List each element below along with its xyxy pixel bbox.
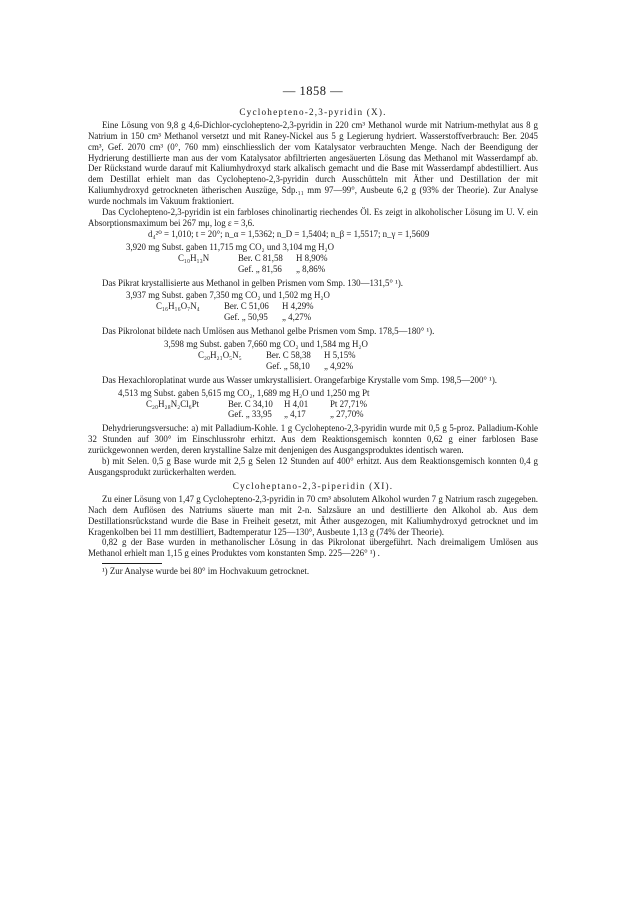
analysis-gef-row [266, 361, 538, 372]
analysis-block-pikrolonat [88, 339, 538, 372]
molecular-formula: C₁₀H₁₃N [178, 252, 210, 263]
paragraph-dehydrierung-a: Dehydrierungsversuche: a) mit Palladium-Kohle. 1 g Cyclohepteno-2,3-pyridin wurde mit 0,5 g 5-proz. Palladium-Kohle 32 Stunden auf 300° im Einschlussrohr erhitzt. Aus dem Reaktionsgemisch konnten 0,62 g einer farblosen Base zurückgewonnen werden, deren krystalline Salze mit denjenigen des Ausgangsproduktes identisch waren. [88, 423, 538, 456]
gef-carbon: Gef. „ 58,10 [266, 360, 310, 371]
paragraph-reduction: Zu einer Lösung von 1,47 g Cyclohepteno-2,3-pyridin in 70 cm³ absolutem Alkohol wurden 7 g Natrium rasch zugegeben. Nach dem Auflösen des Natriums säuerte man mit 2-n. Salzsäure an und destillierte den Alkohol ab. Aus dem Destillationsrückstand wurde die Base in Freiheit gesetzt, mit Äther ausgezogen, mit Kaliumhydroxyd getrocknet und im Kragenkolben bei 11 mm destilliert, Badtemperatur 125—130°, Ausbeute 1,13 g (74% der Theorie). [88, 493, 538, 537]
paragraph-properties: Das Cyclohepteno-2,3-pyridin ist ein farbloses chinolinartig riechendes Öl. Es zeigt in alkoholischer Lösung im U. V. ein Absorptionsmaximum bei 267 mμ, log ε = 3,6. [88, 207, 538, 228]
ber-carbon: Ber. C 51,06 [224, 301, 269, 312]
analysis-substance-line: 4,513 mg Subst. gaben 5,615 mg CO₂, 1,689 mg H₂O und 1,250 mg Pt [118, 387, 370, 398]
footnote: ¹) Zur Analyse wurde bei 80° im Hochvakuum getrocknet. [102, 566, 310, 577]
gef-hydrogen: „ 4,17 [284, 409, 306, 420]
analysis-ber-row [156, 301, 538, 312]
paper-page [88, 86, 538, 577]
ber-platinum: Pt 27,71% [330, 398, 367, 409]
footnote-rule [102, 563, 162, 564]
analysis-block-pikrat [88, 290, 538, 323]
analysis-gef-row [228, 409, 538, 420]
ber-carbon: Ber. C 81,58 [238, 252, 283, 263]
analysis-block-base [88, 242, 538, 275]
molecular-formula: C₂₀H₂₁O₅N₅ [198, 349, 242, 360]
ber-hydrogen: H 4,01 [284, 398, 309, 409]
gef-carbon: Gef. „ 81,56 [238, 263, 282, 274]
ber-carbon: Ber. C 58,38 [266, 349, 311, 360]
analysis-ber-row [198, 350, 538, 361]
analysis-gef-row [224, 312, 538, 323]
ber-hydrogen: H 4,29% [282, 301, 314, 312]
analysis-ber-row [178, 253, 538, 264]
analysis-gef-row [238, 264, 538, 275]
molecular-formula: C₁₆H₁₆O₇N₄ [156, 301, 200, 312]
ber-hydrogen: H 8,90% [296, 252, 328, 263]
page-number: — 1858 — [282, 84, 344, 98]
analysis-ber-row [146, 399, 538, 410]
ber-carbon: Ber. C 34,10 [228, 398, 273, 409]
gef-hydrogen: „ 8,86% [296, 263, 326, 274]
analysis-block-hexachloroplatinat [88, 388, 538, 421]
gef-hydrogen: „ 4,92% [324, 360, 354, 371]
paragraph-pikrat: Das Pikrat krystallisierte aus Methanol in gelben Prismen vom Smp. 130—131,5° ¹). [102, 277, 404, 288]
gef-hydrogen: „ 4,27% [282, 312, 312, 323]
section-heading-cycloheptano-piperidin: Cycloheptano-2,3-piperidin (XI). [232, 480, 394, 491]
ber-hydrogen: H 5,15% [324, 349, 356, 360]
paragraph-pikrolonat-2: 0,82 g der Base wurden in methanolischer Lösung in das Pikrolonat übergeführt. Nach dreimaligem Umlösen aus Methanol erhielt man 1,15 g eines Produktes vom konstanten Smp. 225—226° ¹) . [88, 537, 538, 559]
gef-carbon: Gef. „ 33,95 [228, 409, 272, 420]
analysis-substance-line: 3,937 mg Subst. gaben 7,350 mg CO₂ und 1,502 mg H₂O [126, 290, 330, 301]
physical-constants: d₄²⁰ = 1,010; t = 20°; n_α = 1,5362; n_D = 1,5404; n_β = 1,5517; n_γ = 1,5609 [148, 228, 430, 239]
analysis-substance-line: 3,598 mg Subst. gaben 7,660 mg CO₂ und 1,584 mg H₂O [164, 339, 368, 350]
paragraph-dehydrierung-b: b) mit Selen. 0,5 g Base wurde mit 2,5 g Selen 12 Stunden auf 400° erhitzt. Aus dem Reaktionsgemisch konnten 0,4 g Ausgangsprodukt zurückerhalten werden. [88, 456, 538, 477]
paragraph-synthesis: Eine Lösung von 9,8 g 4,6-Dichlor-cyclohepteno-2,3-pyridin in 220 cm³ Methanol wurde mit Natrium-methylat aus 8 g Natrium in 150 cm³ Methanol versetzt und mit Raney-Nickel aus 5 g Legierung hydriert. Wasserstoffverbrauch: Ber. 2045 cm³, Gef. 2070 cm³ (0°, 760 mm) einschliesslich der vom Katalysator verbrauchten Menge. Nach der Beendigung der Hydrierung destillierte man aus der vom Katalysator abfiltrierten angesäuerten Lösung das Methanol mit Wasserdampf ab. Der Rückstand wurde darauf mit Kaliumhydroxyd stark alkalisch gemacht und die Base mit Wasserdampf abdestilliert. Aus dem Destillat erhielt man das Cyclohepteno-2,3-pyridin durch Ausschütteln mit Äther und Destillation der mit Kaliumhydroxyd getrockneten ätherischen Auszüge, Sdp.₁₁ mm 97—99°, Ausbeute 6,2 g (93% der Theorie). Zur Analyse wurde nochmals im Vakuum fraktioniert. [88, 119, 538, 207]
analysis-substance-line: 3,920 mg Subst. gaben 11,715 mg CO₂ und 3,104 mg H₂O [126, 241, 335, 252]
molecular-formula: C₂₀H₂₈N₂Cl₆Pt [146, 398, 200, 409]
gef-carbon: Gef. „ 50,95 [224, 312, 268, 323]
section-heading-cyclohepteno-pyridin: Cyclohepteno-2,3-pyridin (X). [239, 106, 387, 117]
paragraph-hexachloroplatinat: Das Hexachloroplatinat wurde aus Wasser umkrystallisiert. Orangefarbige Krystalle vom Smp. 198,5—200° ¹). [102, 374, 497, 385]
gef-platinum: „ 27,70% [330, 409, 364, 420]
paragraph-pikrolonat: Das Pikrolonat bildete nach Umlösen aus Methanol gelbe Prismen vom Smp. 178,5—180° ¹). [102, 326, 435, 337]
